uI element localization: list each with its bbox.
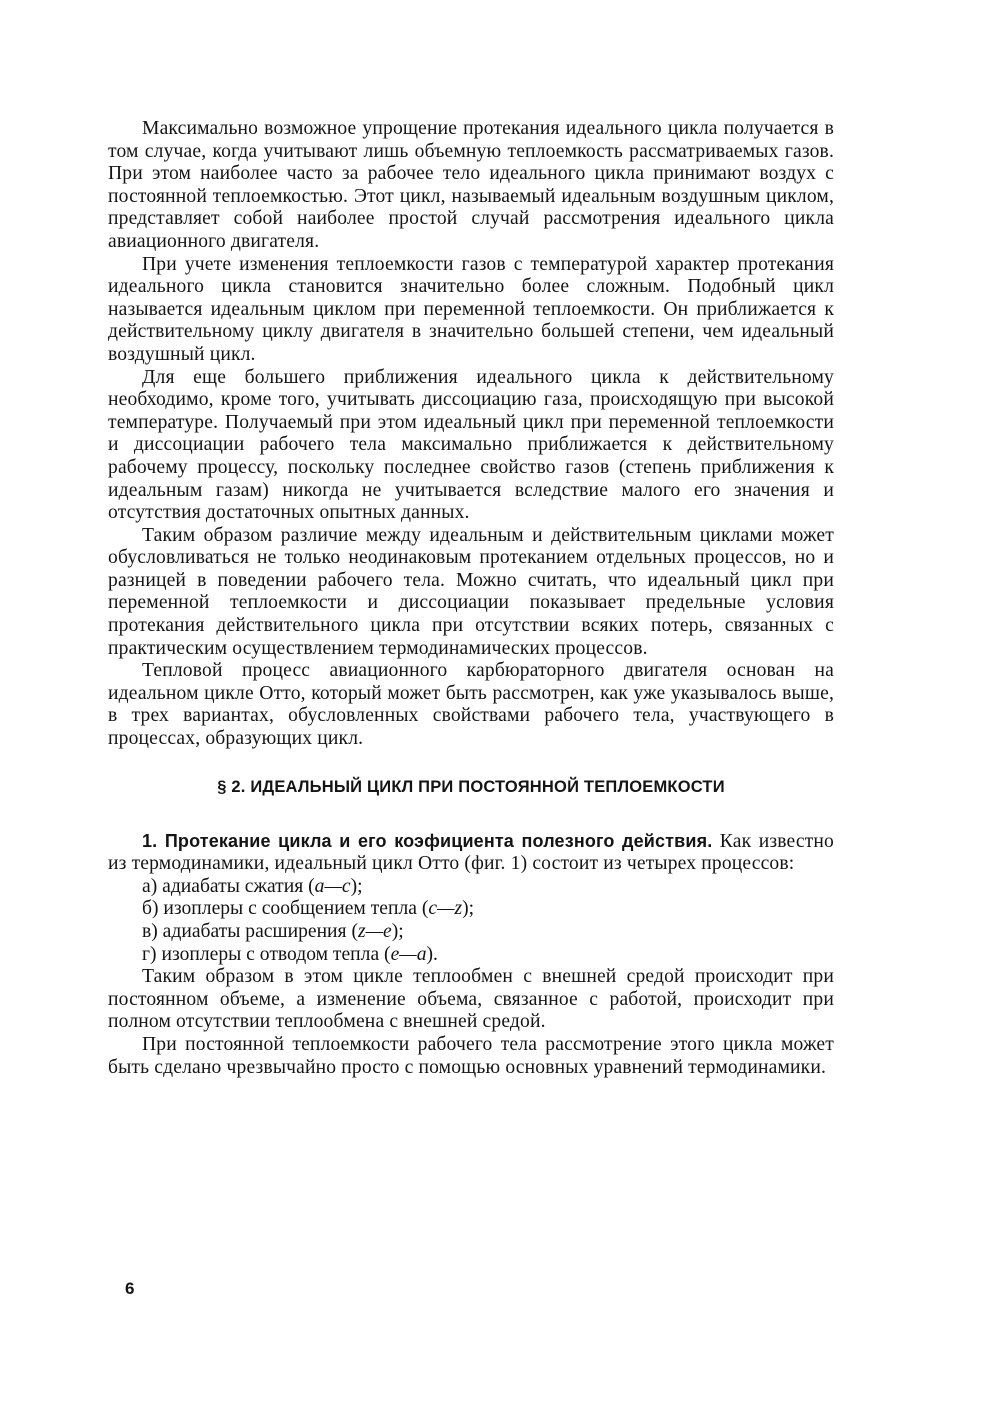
list-item: в) адиабаты расширения (z—e);: [142, 921, 404, 942]
process-symbol: c—z: [428, 898, 463, 920]
subsection-intro: Как известно из термодинамики, идеальный цикл Отто (фиг. 1) состоит из четырех процессов:: [108, 830, 834, 875]
paragraph-heat-exchange: Таким образом в этом цикле теплообмен с внешней средой происходит при постоянном объеме, а изменение объема, связанное с работой, происходит при полном отсутствии теплообмена с внешней средой.: [108, 966, 834, 1033]
paragraph-variable-heat-capacity: При учете изменения теплоемкости газов с температурой характер протекания идеального цикла становится значительно более сложным. Подобный цикл называется идеальным циклом при переменной теплоемкости. Он приближается к действительному циклу двигателя в значительно большей степени, чем идеальный воздушный цикл.: [108, 253, 834, 365]
process-symbol: z—e: [357, 921, 392, 942]
subsection-paragraph: [108, 830, 834, 876]
page-body: [108, 118, 834, 1079]
list-item: а) адиабаты сжатия (a—c);: [142, 875, 363, 897]
section-heading: § 2. ИДЕАЛЬНЫЙ ЦИКЛ ПРИ ПОСТОЯННОЙ ТЕПЛОЕМКОСТИ: [217, 777, 725, 796]
paragraph-dissociation: Для еще большего приближения идеального цикла к действительному необходимо, кроме того, учитывать диссоциацию газа, происходящую при высокой температуре. Получаемый при этом идеальный цикл при переменной теплоемкости и диссоциации рабочего тела максимально приближается к действительному рабочему процессу, поскольку последнее свойство газов (степень приближения к идеальным газам) никогда не учитывается вследствие малого его значения и отсутствия достаточных опытных данных.: [108, 366, 834, 524]
list-item: б) изоплеры с сообщением тепла (c—z);: [142, 898, 475, 920]
page-number: 6: [125, 1279, 135, 1298]
paragraph-ideal-air-cycle: Максимально возможное упрощение протекания идеального цикла получается в том случае, когда учитывают лишь объемную теплоемкость рассматриваемых газов. При этом наиболее часто за рабочее тело идеального цикла принимают воздух с постоянной теплоемкостью. Этот цикл, называемый идеальным воздушным циклом, представляет собой наиболее простой случай рассмотрения идеального цикла авиационного двигателя.: [108, 118, 834, 252]
process-symbol: a—c: [314, 875, 351, 897]
paragraph-cycle-differences: Таким образом различие между идеальным и действительным циклами может обусловливаться не только неодинаковым протеканием отдельных процессов, но и разницей в поведении рабочего тела. Можно считать, что идеальный цикл при переменной теплоемкости и диссоциации показывает предельные условия протекания действительного цикла при отсутствии всяких потерь, связанных с практическим осуществлением термодинамических процессов.: [108, 524, 834, 659]
process-list: [108, 876, 834, 966]
subsection-title: 1. Протекание цикла и его коэфициента полезного действия.: [142, 830, 713, 851]
paragraph-constant-heat-capacity: При постоянной теплоемкости рабочего тела рассмотрение этого цикла может быть сделано чрезвычайно просто с помощью основных уравнений термодинамики.: [108, 1033, 834, 1078]
list-item: г) изоплеры с отводом тепла (e—a).: [142, 943, 438, 965]
paragraph-otto-cycle: Тепловой процесс авиационного карбюраторного двигателя основан на идеальном цикле Отто, который может быть рассмотрен, как уже указывалось выше, в трех вариантах, обусловленных свойствами рабочего тела, участвующего в процессах, образующих цикл.: [108, 660, 834, 750]
process-symbol: e—a: [390, 943, 427, 965]
